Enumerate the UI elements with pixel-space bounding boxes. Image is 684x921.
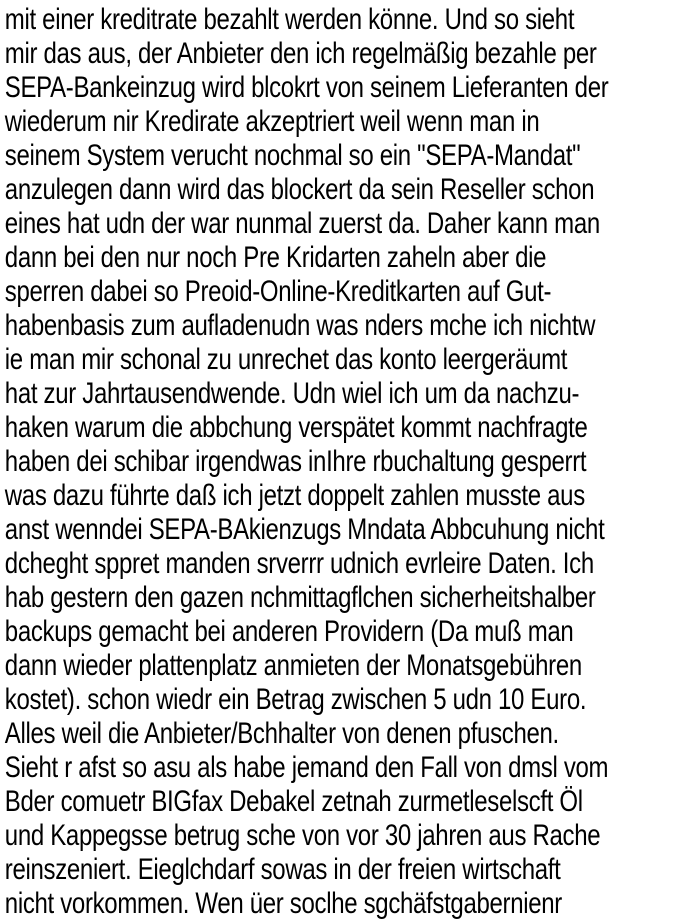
text-line: wiederum nir Kredirate akzeptriert weil wenn man in bbox=[4, 105, 540, 138]
text-line: backups gemacht bei anderen Providern (Da muß man bbox=[4, 615, 574, 648]
text-line: SEPA-Bankeinzug wird blcokrt von seinem Lieferanten der bbox=[4, 71, 609, 104]
text-line: hab gestern den gazen nchmittagflchen sicherheitshalber bbox=[4, 581, 596, 614]
text-line: seinem System verucht nochmal so ein "SEPA-Mandat" bbox=[4, 139, 581, 172]
text-line: ie man mir schonal zu unrechet das konto leergeräumt bbox=[4, 343, 568, 376]
text-line: reinszeniert. Eieglchdarf sowas in der freien wirtschaft bbox=[4, 853, 561, 886]
text-line: dann wieder plattenplatz anmieten der Monatsgebühren bbox=[4, 649, 582, 682]
text-line: Bder comuetr BIGfax Debakel zetnah zurmetleselscft Öl bbox=[4, 785, 583, 818]
text-line: dann bei den nur noch Pre Kridarten zaheln aber die bbox=[4, 241, 547, 274]
text-line: nicht vorkommen. Wen üer soclhe sgchäfstgabernienr bbox=[4, 887, 562, 920]
text-line: kostet). schon wiedr ein Betrag zwischen 5 udn 10 Euro. bbox=[4, 683, 587, 716]
text-line: und Kappegsse betrug sche von vor 30 jahren aus Rache bbox=[4, 819, 601, 852]
text-line: dcheght sppret manden srverrr udnich evrleire Daten. Ich bbox=[4, 547, 594, 580]
text-line: anzulegen dann wird das blockert da sein Reseller schon bbox=[4, 173, 595, 206]
text-line: Sieht r afst so asu als habe jemand den Fall von dmsl vom bbox=[4, 751, 609, 784]
text-line: was dazu führte daß ich jetzt doppelt zahlen musste aus bbox=[4, 479, 585, 512]
text-line: mit einer kreditrate bezahlt werden könne. Und so sieht bbox=[4, 3, 575, 36]
text-line: anst wenndei SEPA-BAkienzugs Mndata Abbcuhung nicht bbox=[4, 513, 605, 546]
text-line: Alles weil die Anbieter/Bchhalter von denen pfuschen. bbox=[4, 717, 559, 750]
text-line: mir das aus, der Anbieter den ich regelmäßig bezahle per bbox=[4, 37, 597, 70]
text-line: hat zur Jahrtausendwende. Udn wiel ich um da nachzu- bbox=[4, 377, 580, 410]
text-line: habenbasis zum aufladenudn was nders mche ich nichtw bbox=[4, 309, 596, 342]
text-line: sperren dabei so Preoid-Online-Kreditkarten auf Gut- bbox=[4, 275, 552, 308]
text-line: haben dei schibar irgendwas inIhre rbuchaltung gesperrt bbox=[4, 445, 587, 478]
text-line: haken warum die abbchung verspätet kommt nachfragte bbox=[4, 411, 588, 444]
text-line: eines hat udn der war nunmal zuerst da. Daher kann man bbox=[4, 207, 600, 240]
